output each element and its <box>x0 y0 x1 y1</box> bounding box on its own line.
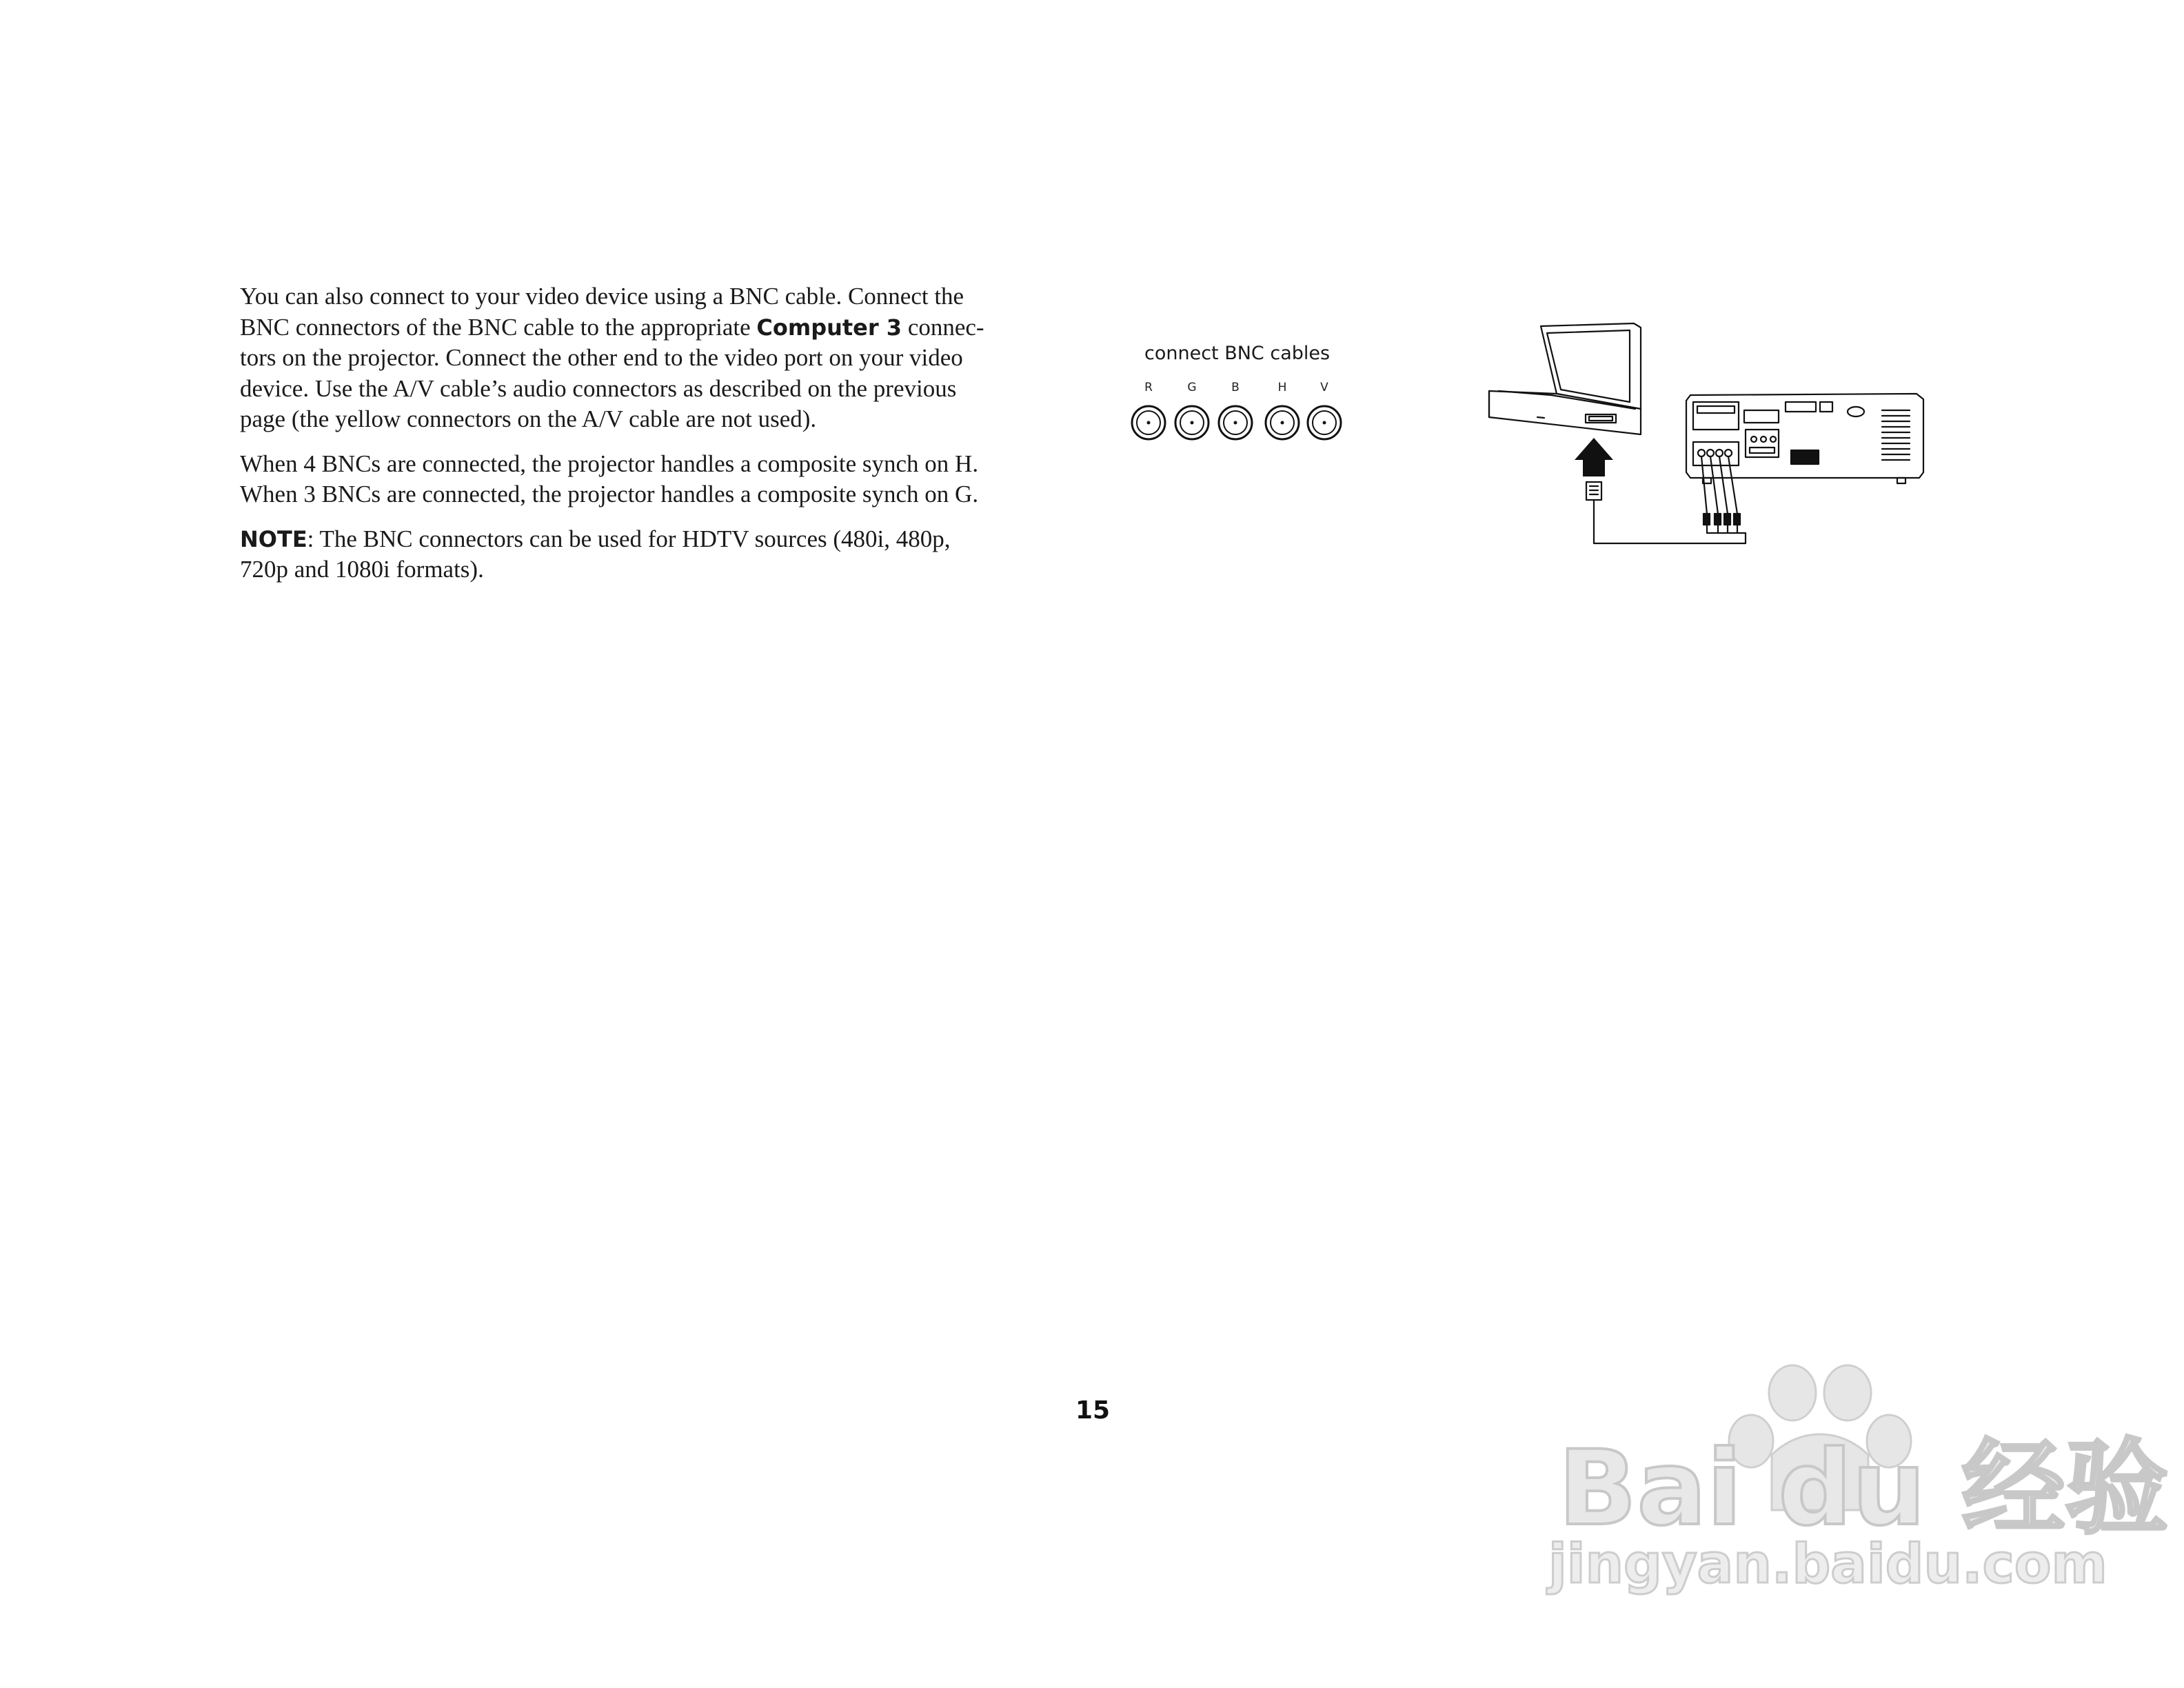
bnc-label: V <box>1320 381 1328 394</box>
bnc-connector-row <box>1128 381 1355 450</box>
watermark-text: Bai du 经验 <box>1558 1429 2169 1549</box>
paragraph-composite-synch <box>240 449 1088 510</box>
bnc-label: B <box>1231 381 1240 394</box>
bnc-connector-b <box>1215 381 1256 450</box>
bnc-connector-icon <box>1173 404 1211 441</box>
text-line: page (the yellow connectors on the A/V cable are not used). <box>240 405 817 432</box>
text-line: 720p and 1080i formats). <box>240 556 484 583</box>
bnc-label: H <box>1277 381 1287 394</box>
bnc-connector-icon <box>1130 404 1167 441</box>
baidu-jingyan-watermark <box>1544 1352 2169 1614</box>
note-paragraph <box>240 524 1088 585</box>
bnc-label: G <box>1187 381 1197 394</box>
diagram-caption: connect BNC cables <box>1144 343 1331 364</box>
bnc-connector-icon <box>1264 404 1301 441</box>
page-number: 15 <box>1075 1396 1111 1425</box>
text-line: When 4 BNCs are connected, the projector handles a composite synch on H. <box>240 450 979 477</box>
port-name-computer-3: Computer 3 <box>756 314 902 341</box>
vga-cable-icon <box>1586 482 1746 543</box>
watermark-url: jingyan.baidu.com <box>1548 1534 2107 1596</box>
bnc-label: R <box>1144 381 1153 394</box>
bnc-connector-r <box>1128 381 1169 450</box>
bnc-connector-v <box>1304 381 1345 450</box>
laptop-projector-connection-illustration <box>1475 314 1944 555</box>
note-label: NOTE <box>240 525 307 552</box>
text-segment: BNC connectors of the BNC cable to the appropriate <box>240 313 757 341</box>
bnc-connector-icon <box>1306 404 1343 441</box>
text-line: When 3 BNCs are connected, the projector handles a composite synch on G. <box>240 481 979 508</box>
text-line <box>240 524 1088 555</box>
text-segment: connec- <box>902 313 984 341</box>
text-line: You can also connect to your video device using a BNC cable. Connect the <box>240 283 964 310</box>
bnc-connector-h <box>1262 381 1303 450</box>
instruction-text <box>240 281 1088 599</box>
up-arrow-icon <box>1575 438 1613 476</box>
text-line: tors on the projector. Connect the other end to the video port on your video <box>240 344 963 371</box>
text-segment: : The BNC connectors can be used for HDTV sources (480i, 480p, <box>307 525 951 552</box>
text-line: device. Use the A/V cable’s audio connectors as described on the previous <box>240 374 957 402</box>
bnc-connector-icon <box>1217 404 1254 441</box>
text-line <box>240 312 1088 343</box>
laptop-icon <box>1489 323 1641 434</box>
paragraph-bnc-connection <box>240 281 1088 435</box>
bnc-connector-g <box>1171 381 1213 450</box>
